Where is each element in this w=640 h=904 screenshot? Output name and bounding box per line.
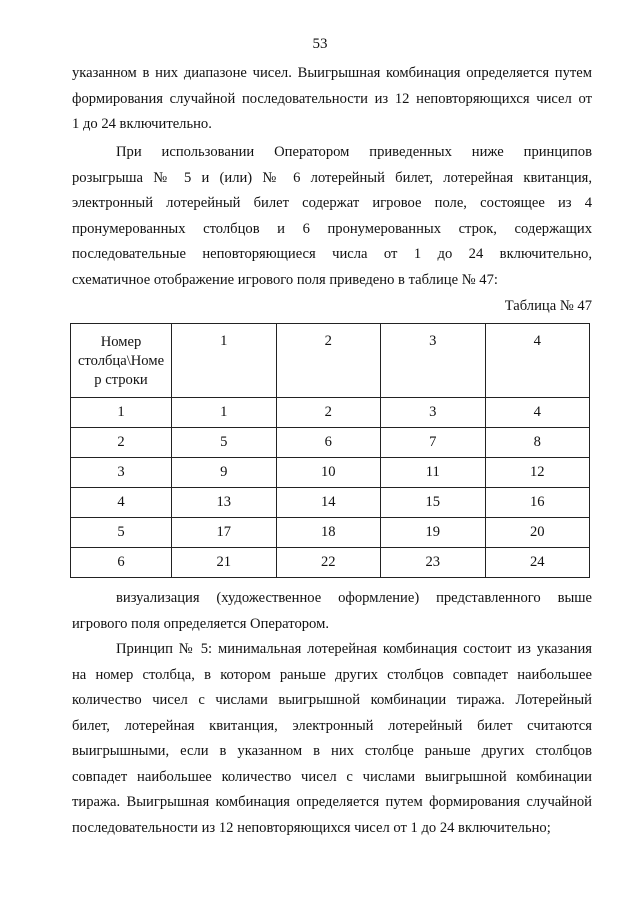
- column-header-cell: 4: [485, 324, 590, 398]
- row-label-cell: 6: [71, 548, 172, 578]
- paragraph-game-field: [72, 140, 592, 293]
- table-cell: 13: [172, 488, 277, 518]
- table-cell: 17: [172, 518, 277, 548]
- text-line: 1 до 24 включительно.: [72, 116, 212, 132]
- table-cell: 20: [485, 518, 590, 548]
- corner-header-line: столбца\Номе: [77, 353, 165, 369]
- text-line: билет, лотерейная квитанция, электронный лотерейный билет считаются: [72, 717, 592, 734]
- text-line: количество чисел с числами выигрышной комбинации тиража. Лотерейный: [72, 692, 592, 708]
- text-line: тиража. Выигрышная комбинация определяется путем формирования случайной: [72, 794, 592, 810]
- paragraph-visualization: [72, 586, 592, 637]
- table-cell: 18: [276, 518, 381, 548]
- text-line: Принцип № 5: минимальная лотерейная комбинация состоит из указания: [116, 641, 592, 657]
- corner-header-cell: [71, 324, 172, 398]
- paragraph-intro: [72, 61, 592, 138]
- table-cell: 10: [276, 458, 381, 488]
- table-cell: 19: [381, 518, 486, 548]
- table-cell: 11: [381, 458, 486, 488]
- row-label-cell: 4: [71, 488, 172, 518]
- text-line: последовательности из 12 неповторяющихся чисел от 1 до 24 включительно;: [72, 819, 551, 836]
- column-header-cell: 1: [172, 324, 277, 398]
- table-cell: 12: [485, 458, 590, 488]
- row-label-cell: 1: [71, 398, 172, 428]
- column-header-cell: 2: [276, 324, 381, 398]
- text-line: схематичное отображение игрового поля приведено в таблице № 47:: [72, 271, 498, 288]
- table-cell: 9: [172, 458, 277, 488]
- row-label-cell: 5: [71, 518, 172, 548]
- table-cell: 22: [276, 548, 381, 578]
- text-line: игрового поля определяется Оператором.: [72, 615, 329, 632]
- table-cell: 21: [172, 548, 277, 578]
- table-cell: 6: [276, 428, 381, 458]
- text-line: указанном в них диапазоне чисел. Выигрышная комбинация определяется путем: [72, 65, 592, 81]
- text-line: на номер столбца, в котором раньше других столбцов совпадет наибольшее: [72, 666, 592, 683]
- text-line: совпадет наибольшее количество чисел с числами выигрышной комбинации: [72, 768, 592, 785]
- corner-header-line: р строки: [94, 372, 148, 388]
- table-row: [71, 458, 590, 488]
- table-cell: 1: [172, 398, 277, 428]
- page-number: 53: [312, 36, 328, 52]
- table-cell: 15: [381, 488, 486, 518]
- game-field-table: [70, 323, 590, 578]
- text-line: розыгрыша № 5 и (или) № 6 лотерейный билет, лотерейная квитанция,: [72, 169, 592, 186]
- text-line: При использовании Оператором приведенных ниже принципов: [116, 144, 592, 160]
- table-row: [71, 548, 590, 578]
- text-line: выигрышными, если в указанном в них столбце раньше других столбцов: [72, 743, 592, 759]
- table-row: [71, 488, 590, 518]
- table-cell: 7: [381, 428, 486, 458]
- table-row: [71, 518, 590, 548]
- text-line: последовательные неповторяющиеся числа от 1 до 24 включительно,: [72, 246, 592, 262]
- table-row: [71, 398, 590, 428]
- text-line: формирования случайной последовательности из 12 неповторяющихся чисел от: [72, 90, 592, 107]
- table-cell: 4: [485, 398, 590, 428]
- text-line: пронумерованных столбцов и 6 пронумерованных строк, содержащих: [72, 220, 592, 237]
- table-cell: 8: [485, 428, 590, 458]
- paragraph-principle-5: [72, 637, 592, 841]
- table-header-row: [71, 324, 590, 398]
- table-caption: Таблица № 47: [504, 298, 592, 314]
- corner-header-line: Номер: [100, 334, 142, 350]
- row-label-cell: 2: [71, 428, 172, 458]
- column-header-cell: 3: [381, 324, 486, 398]
- table-cell: 14: [276, 488, 381, 518]
- table-cell: 16: [485, 488, 590, 518]
- table-cell: 2: [276, 398, 381, 428]
- table-row: [71, 428, 590, 458]
- text-line: электронный лотерейный билет содержат игровое поле, состоящее из 4: [72, 195, 592, 211]
- table-cell: 5: [172, 428, 277, 458]
- table-cell: 24: [485, 548, 590, 578]
- table-cell: 23: [381, 548, 486, 578]
- table-cell: 3: [381, 398, 486, 428]
- row-label-cell: 3: [71, 458, 172, 488]
- text-line: визуализация (художественное оформление) представленного выше: [116, 590, 592, 606]
